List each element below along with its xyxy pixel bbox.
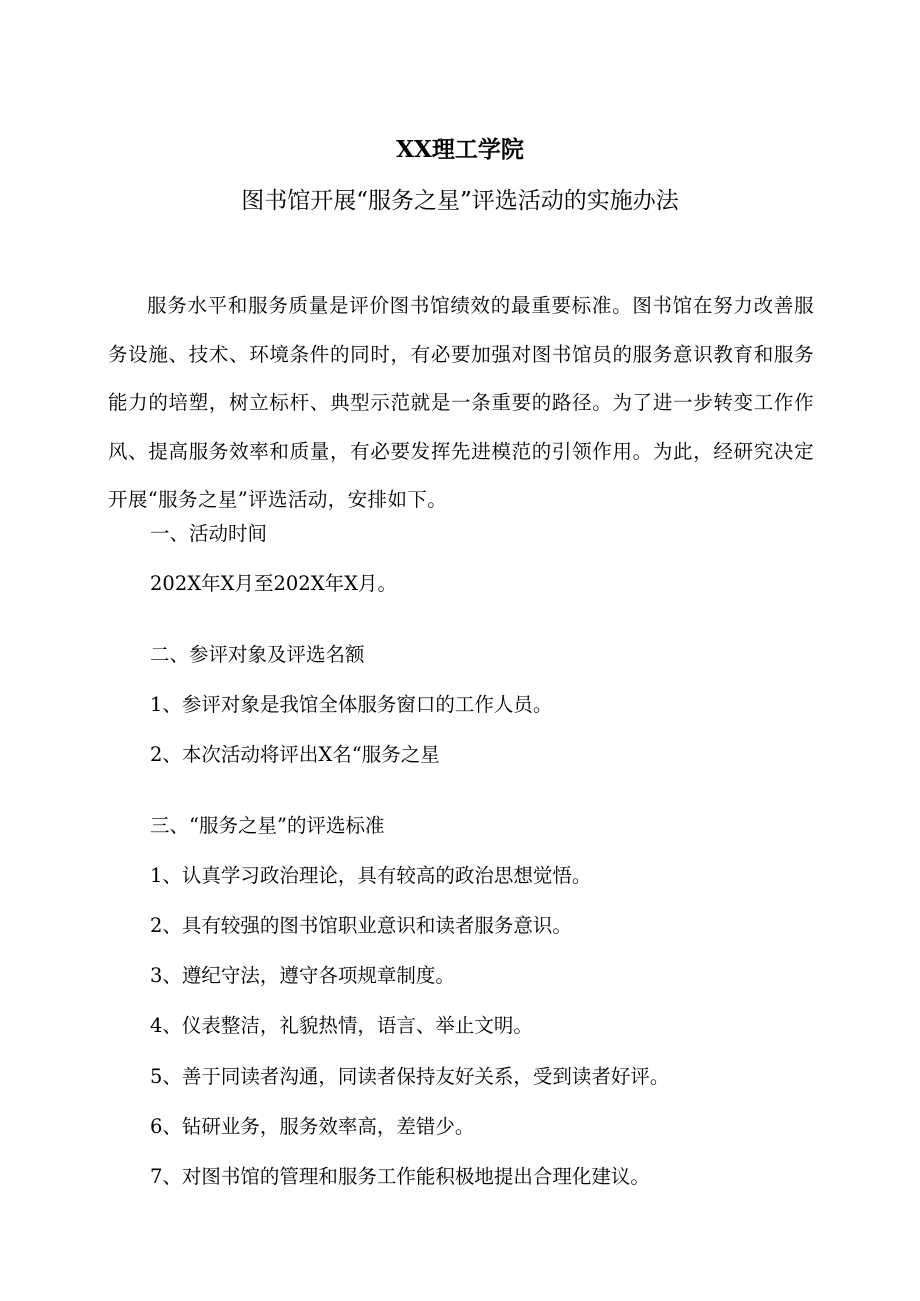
section3-item: 7、对图书馆的管理和服务工作能积极地提出合理化建议。 xyxy=(150,1165,650,1188)
section3-item: 6、钻研业务，服务效率高，差错少。 xyxy=(150,1115,475,1138)
document-subtitle: 图书馆开展“服务之星”评选活动的实施办法 xyxy=(241,188,679,214)
section3-item: 2、具有较强的图书馆职业意识和读者服务意识。 xyxy=(150,914,572,937)
section1-text: 202X年X月至202X年X月。 xyxy=(150,572,397,595)
section2-item: 1、参评对象是我馆全体服务窗口的工作人员。 xyxy=(150,693,553,716)
section3-heading: 三、“服务之星”的评选标准 xyxy=(150,814,385,837)
intro-paragraph: 服务水平和服务质量是评价图书馆绩效的最重要标准。图书馆在努力改善服务设施、技术、环境条件的同时，有必要加强对图书馆员的服务意识教育和服务能力的培塑，树立标杆、典型示范就是一条重要的路径。为了进一步转变工作作风、提高服务效率和质量，有必要发挥先进模范的引领作用。为此，经研究决定开展“服务之星”评选活动，安排如下。 xyxy=(108,294,814,512)
section1-heading: 一、活动时间 xyxy=(150,522,268,545)
section2-item: 2、本次活动将评出X名“服务之星 xyxy=(150,743,440,766)
section2-heading: 二、参评对象及评选名额 xyxy=(150,643,365,666)
section3-item: 1、认真学习政治理论，具有较高的政治思想觉悟。 xyxy=(150,864,592,887)
section3-item: 5、善于同读者沟通，同读者保持友好关系，受到读者好评。 xyxy=(150,1065,670,1088)
section3-item: 3、遵纪守法，遵守各项规章制度。 xyxy=(150,964,455,987)
document-title: XX理工学院 xyxy=(396,136,524,163)
section3-item: 4、仪表整洁，礼貌热情，语言、举止文明。 xyxy=(150,1014,533,1037)
